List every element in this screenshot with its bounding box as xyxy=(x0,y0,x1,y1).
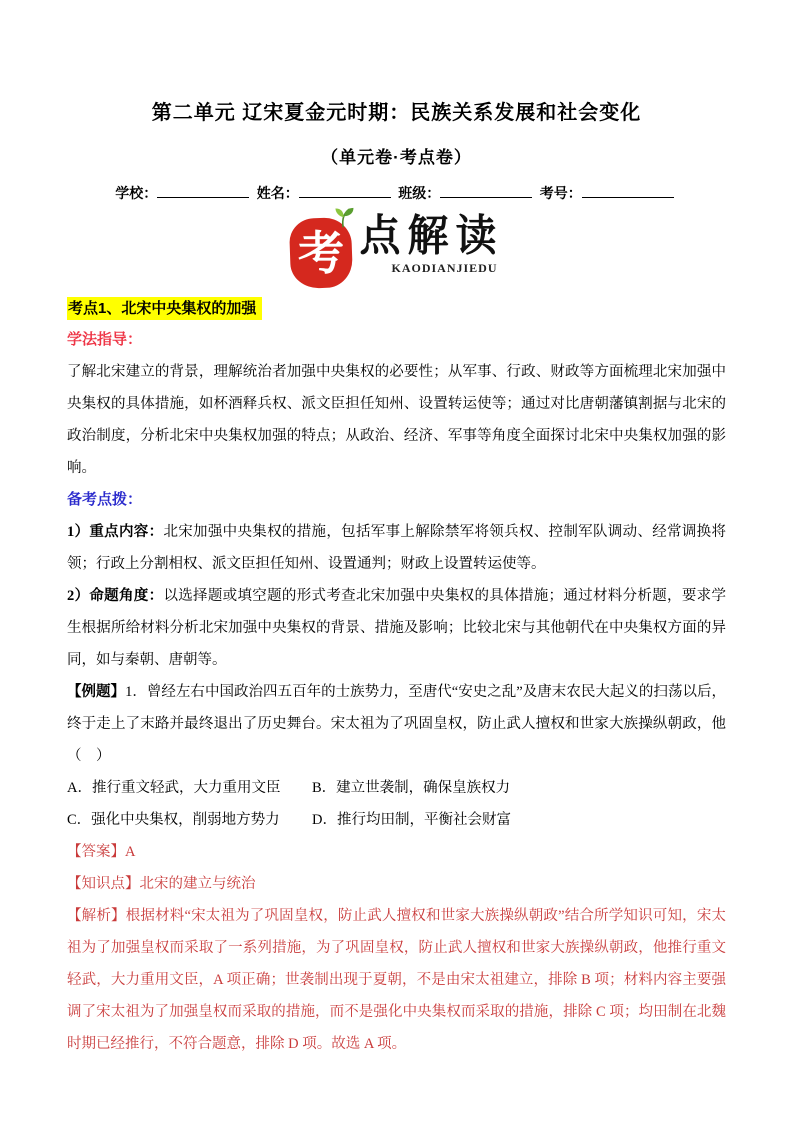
topic-heading: 考点1、北宋中央集权的加强 xyxy=(67,297,262,320)
question-angle-text: 以选择题或填空题的形式考查北宋加强中央集权的具体措施；通过材料分析题，要求学生根据所给材料分析北宋加强中央集权的背景、措施及影响；比较北宋与其他朝代在中央集权方面的异同，如与秦朝、唐朝等。 xyxy=(67,588,726,668)
option-d xyxy=(312,804,511,836)
logo-latin-text: KAODIANJIEDU xyxy=(391,261,498,275)
analysis-label: 【解析】 xyxy=(67,908,126,924)
key-content-paragraph xyxy=(67,516,726,580)
study-guide-heading xyxy=(67,324,726,356)
option-b-text: 建立世袭制，确保皇族权力 xyxy=(336,780,511,796)
question-angle-label: 2）命题角度： xyxy=(67,588,164,604)
example-number: 1． xyxy=(125,684,147,700)
option-b xyxy=(312,772,510,804)
study-guide-label: 学法指导： xyxy=(67,331,143,348)
answer-value: A xyxy=(125,844,136,860)
option-d-text: 推行均田制，平衡社会财富 xyxy=(336,812,511,828)
document-body xyxy=(67,294,726,1060)
seal-character: 考 xyxy=(297,227,344,279)
option-c-key: C． xyxy=(67,812,92,828)
question-angle-paragraph xyxy=(67,580,726,676)
option-a-key: A． xyxy=(67,780,92,796)
option-b-key: B． xyxy=(312,780,337,796)
leaf-icon xyxy=(330,207,357,230)
option-c-text: 强化中央集权，削弱地方势力 xyxy=(91,812,280,828)
knowledge-point-line xyxy=(67,868,726,900)
option-a xyxy=(67,772,312,804)
analysis-paragraph xyxy=(67,900,726,1060)
study-guide-paragraph: 了解北宋建立的背景，理解统治者加强中央集权的必要性；从军事、行政、财政等方面梳理北宋加强中央集权的具体措施，如杯酒释兵权、派文臣担任知州、设置转运使等；通过对比唐朝藩镇割据与北宋的政治制度，分析北宋中央集权加强的特点；从政治、经济、军事等角度全面探讨北宋中央集权加强的影响。 xyxy=(67,364,726,476)
page-title: 第二单元 辽宋夏金元时期：民族关系发展和社会变化 xyxy=(151,102,642,124)
key-content-label: 1）重点内容： xyxy=(67,524,164,540)
red-seal-icon xyxy=(288,217,352,289)
school-label: 学校： xyxy=(115,187,158,202)
answer-line xyxy=(67,836,726,868)
key-content-text: 北宋加强中央集权的措施，包括军事上解除禁军将领兵权、控制军队调动、经常调换将领；行政上分割相权、派文臣担任知州、设置通判；财政上设置转运使等。 xyxy=(67,524,726,572)
options-row-cd xyxy=(67,804,726,836)
school-blank-line xyxy=(157,183,249,198)
name-blank-line xyxy=(299,183,391,198)
student-info-row xyxy=(0,183,793,205)
exam-number-blank-line xyxy=(582,183,674,198)
analysis-text: 根据材料“宋太祖为了巩固皇权，防止武人擅权和世家大族操纵朝政”结合所学知识可知，宋太祖为了加强皇权而采取了一系列措施，为了巩固皇权，防止武人擅权和世家大族操纵朝政，他推行重文轻武，大力重用文臣，A 项正确；世袭制出现于夏朝，不是由宋太祖建立，排除 B 项；材料内容主要强调了宋太祖为了加强皇权而采取的措施，而不是强化中央集权而采取的措施，排除 C 项；均田制在北魏时期已经推行，不符合题意，排除 D 项。故选 A 项。 xyxy=(67,908,727,1052)
example-question-text: 曾经左右中国政治四五百年的士族势力，至唐代“安史之乱”及唐末农民大起义的扫荡以后，终于走上了末路并最终退出了历史舞台。宋太祖为了巩固皇权，防止武人擅权和世家大族操纵朝政，他（ ） xyxy=(67,684,727,764)
class-label: 班级： xyxy=(398,187,441,202)
option-d-key: D． xyxy=(312,812,337,828)
page-subtitle: （单元卷·考点卷） xyxy=(321,148,472,167)
options-row-ab xyxy=(67,772,726,804)
knowledge-point-value: 北宋的建立与统治 xyxy=(139,876,256,892)
prep-tips-heading xyxy=(67,484,726,516)
logo-text-column xyxy=(360,212,504,276)
name-label: 姓名： xyxy=(256,187,299,202)
kaodianjiedu-logo xyxy=(0,212,793,290)
topic-heading-line xyxy=(67,294,726,324)
option-c xyxy=(67,804,312,836)
prep-tips-label: 备考点拨： xyxy=(67,491,143,508)
knowledge-point-label: 【知识点】 xyxy=(67,876,140,892)
logo-brand-text: 点解读 xyxy=(359,211,504,261)
example-label: 【例题】 xyxy=(67,684,126,700)
exam-number-label: 考号： xyxy=(539,187,582,202)
option-a-text: 推行重文轻武，大力重用文臣 xyxy=(91,780,281,796)
answer-label: 【答案】 xyxy=(67,844,125,860)
example-question-paragraph xyxy=(67,676,726,772)
class-blank-line xyxy=(440,183,532,198)
